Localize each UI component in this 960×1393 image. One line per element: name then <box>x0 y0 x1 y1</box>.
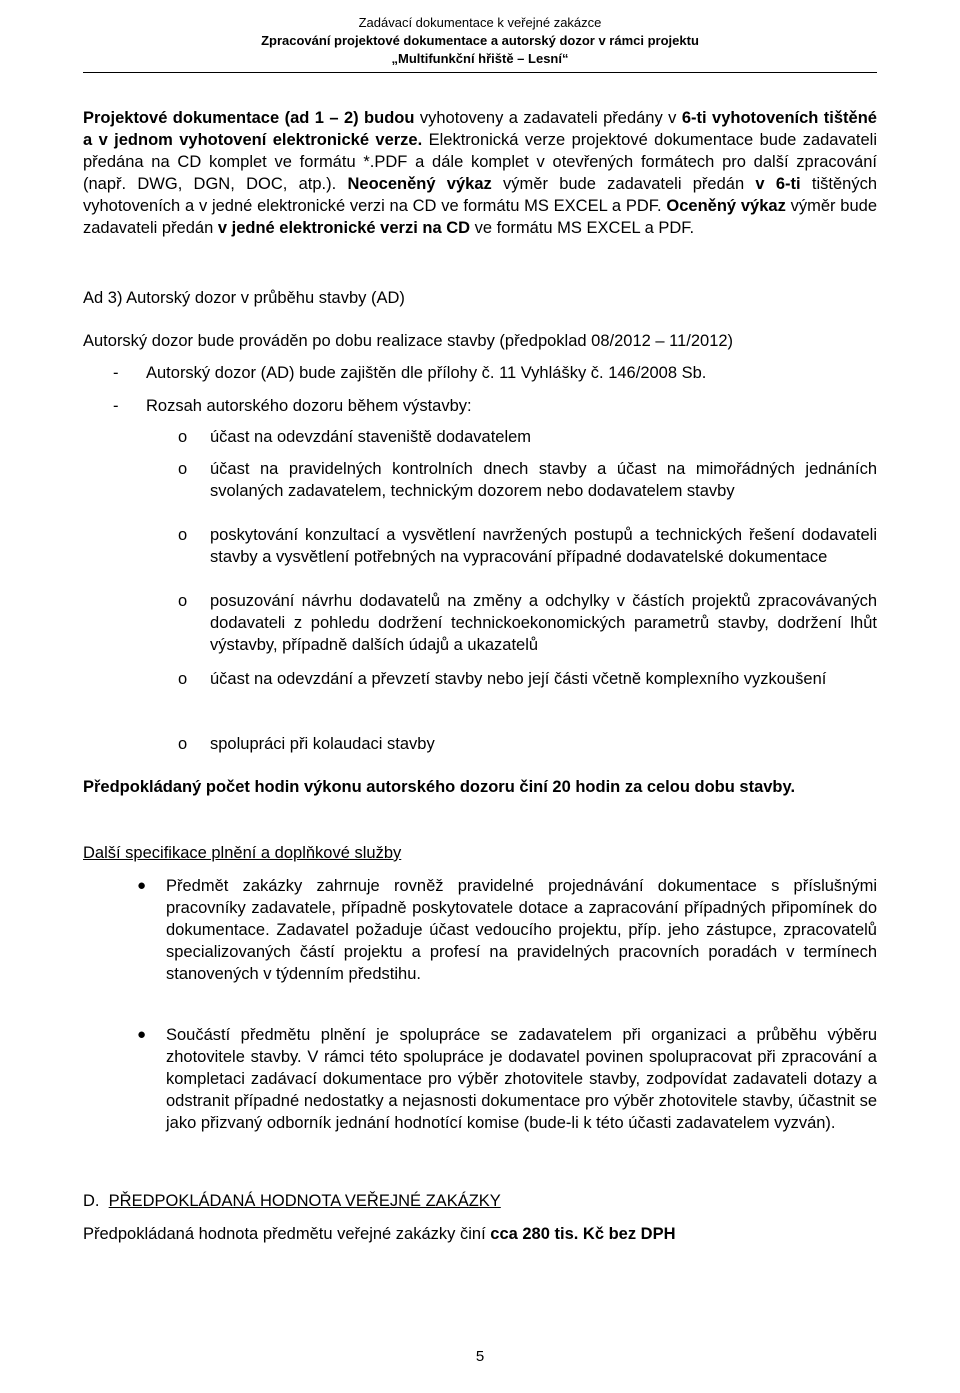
circle-bullet-marker: o <box>178 460 188 478</box>
further-spec-heading: Další specifikace plnění a doplňkové služby <box>83 844 402 862</box>
spec-bullet-text: Součástí předmětu plnění je spolupráce se zadavatelem při organizaci a průběhu výběru zhotovitele stavby. V rámci této spolupráce je dodavatel povinen spolupracovat při zpracování a kompletaci zadávací dokumentace pro výběr zhotovitele stavby, zodpovídat zadavateli dotazy a odstranit případné nedostatky a nejasnosti dokumentace pro výběr zhotovitele stavby, účastnit se jako přizvaný odborník jednání hodnotící komise (bude-li k této účasti zadavatelem vyzván). <box>166 1026 877 1132</box>
section-d-title: PŘEDPOKLÁDANÁ HODNOTA VEŘEJNÉ ZAKÁZKY <box>108 1192 501 1210</box>
scope-item-text: spolupráci při kolaudaci stavby <box>210 735 435 753</box>
dash-item-text: Rozsah autorského dozoru během výstavby: <box>146 397 472 415</box>
intro-bold-1: Projektové dokumentace (ad 1 – 2) budou <box>83 109 415 127</box>
dash-marker: - <box>113 397 119 415</box>
intro-bold-6: v jedné elektronické verzi na CD <box>217 219 471 237</box>
hours-statement: Předpokládaný počet hodin výkonu autorského dozoru činí 20 hodin za celou dobu stavby. <box>83 778 796 796</box>
header-divider <box>83 72 877 73</box>
dash-item-text: Autorský dozor (AD) bude zajištěn dle přílohy č. 11 Vyhlášky č. 146/2008 Sb. <box>146 364 707 382</box>
spec-bullet-text: Předmět zakázky zahrnuje rovněž pravidelné projednávání dokumentace s příslušnými pracovníky zadavatele, případně poskytovatele dotace a zapracování případných připomínek do dokumentace. Zadavatel požaduje účast vedoucího projektu, příp. jeho zástupce, zpracovatelů specializovaných částí projektu a profesí na pravidelných pracovních poradách v termínech stanovených v týdenním předstihu. <box>166 877 877 983</box>
bullet-dot-icon: ● <box>137 877 147 894</box>
intro-text-5: výměr bude zadavateli předán <box>83 197 878 237</box>
section-d-letter: D. <box>83 1192 100 1210</box>
section-d-value-amount: cca 280 tis. Kč bez DPH <box>490 1225 676 1243</box>
intro-text-6: ve formátu MS EXCEL a PDF. <box>470 219 695 237</box>
header-line-1: Zadávací dokumentace k veřejné zakázce <box>358 15 602 30</box>
header-line-3: „Multifunkční hřiště – Lesní“ <box>391 51 569 66</box>
intro-bold-4: v 6-ti <box>755 175 801 193</box>
scope-item-text: účast na pravidelných kontrolních dnech stavby a účast na mimořádných jednáních svolaných zadavatelem, technickým dozorem nebo dodavatelem stavby <box>210 460 877 500</box>
intro-text-1: vyhotoveny a zadavateli předány v <box>414 109 677 127</box>
intro-text-2: Elektronická verze projektové dokumentace bude zadavateli předána na CD komplet ve formátu *.PDF a dále komplet v otevřených formátech pro další zpracování (např. DWG, DGN, DOC, atp.). <box>83 131 877 193</box>
scope-item-text: poskytování konzultací a vysvětlení navržených postupů a technických řešení dodavateli stavby a vysvětlení potřebných na vypracování případné dodavatelské dokumentace <box>210 526 877 566</box>
scope-item-text: účast na odevzdání staveniště dodavatelem <box>210 428 532 446</box>
section-d-heading <box>83 1190 877 1212</box>
circle-bullet-marker: o <box>178 735 188 753</box>
circle-bullet-marker: o <box>178 526 188 544</box>
section-d-value-text: Předpokládaná hodnota předmětu veřejné zakázky činí <box>83 1225 491 1243</box>
intro-bold-2: 6-ti vyhotoveních tištěné a v jednom vyhotovení elektronické verze. <box>83 109 877 149</box>
intro-text-3: výměr bude zadavateli předán <box>491 175 756 193</box>
bullet-dot-icon: ● <box>137 1026 147 1043</box>
intro-text-4: tištěných vyhotoveních a v jedné elektronické verzi na CD ve formátu MS EXCEL a PDF. <box>83 175 877 215</box>
ad3-paragraph: Autorský dozor bude prováděn po dobu realizace stavby (předpoklad 08/2012 – 11/2012) <box>83 332 734 350</box>
ad3-heading: Ad 3) Autorský dozor v průběhu stavby (AD) <box>83 289 405 307</box>
circle-bullet-marker: o <box>178 428 188 446</box>
scope-item-text: účast na odevzdání a převzetí stavby nebo její části včetně komplexního vyzkoušení <box>210 670 827 688</box>
intro-bold-5: Oceněný výkaz <box>666 197 786 215</box>
page-number: 5 <box>475 1348 485 1365</box>
circle-bullet-marker: o <box>178 670 188 688</box>
circle-bullet-marker: o <box>178 592 188 610</box>
section-d-value <box>83 1223 877 1245</box>
dash-marker: - <box>113 364 119 382</box>
intro-bold-3: Neoceněný výkaz <box>347 175 492 193</box>
intro-paragraph <box>83 107 877 239</box>
header-line-2: Zpracování projektové dokumentace a autorský dozor v rámci projektu <box>261 33 699 48</box>
scope-item-text: posuzování návrhu dodavatelů na změny a odchylky v částích projektů zpracovávaných dodavateli z pohledu dodržení technickoekonomických parametrů stavby, dodržení lhůt výstavby, případně dalších údajů a ukazatelů <box>210 592 877 654</box>
